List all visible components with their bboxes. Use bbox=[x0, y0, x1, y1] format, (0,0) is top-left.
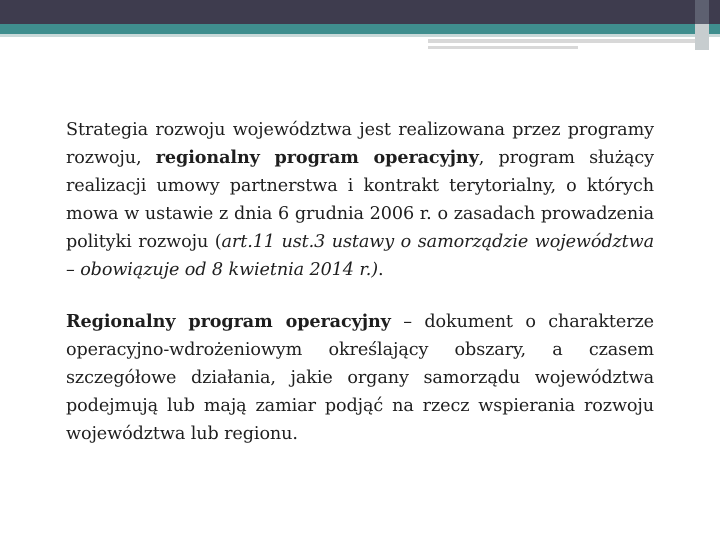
bold-term: regionalny program operacyjny bbox=[155, 147, 479, 168]
header-teal-band bbox=[0, 24, 720, 34]
legal-reference: art.11 ust.3 ustawy o samorządzie województwa – obowiązuje od 8 kwietnia 2014 r.) bbox=[66, 232, 654, 280]
paragraph-text: Strategia rozwoju województwa jest realizowana przez programy rozwoju, bbox=[66, 120, 654, 168]
paragraph-strategy bbox=[66, 116, 654, 284]
decorative-line-bottom bbox=[428, 46, 578, 49]
paragraph-text: – dokument o charakterze operacyjno-wdrożeniowym określający obszary, a czasem szczegółowe działania, jakie organy samorządu województwa podejmują lub mają zamiar podjąć na rzecz wspierania rozwoju województwa lub regionu. bbox=[66, 312, 654, 444]
paragraph-text: , program służący realizacji umowy partnerstwa i kontrakt terytorialny, o których mowa w ustawie z dnia 6 grudnia 2006 r. o zasadach prowadzenia polityki rozwoju ( bbox=[66, 148, 654, 252]
decorative-line-top bbox=[428, 39, 695, 43]
paragraph-definition bbox=[66, 308, 654, 448]
decorative-vertical-bar-dark bbox=[695, 0, 709, 24]
paragraph-text: . bbox=[377, 260, 384, 280]
header-light-band bbox=[0, 34, 720, 37]
bold-term: Regionalny program operacyjny bbox=[66, 311, 391, 332]
header-dark-band bbox=[0, 0, 720, 24]
slide-body bbox=[66, 116, 654, 448]
